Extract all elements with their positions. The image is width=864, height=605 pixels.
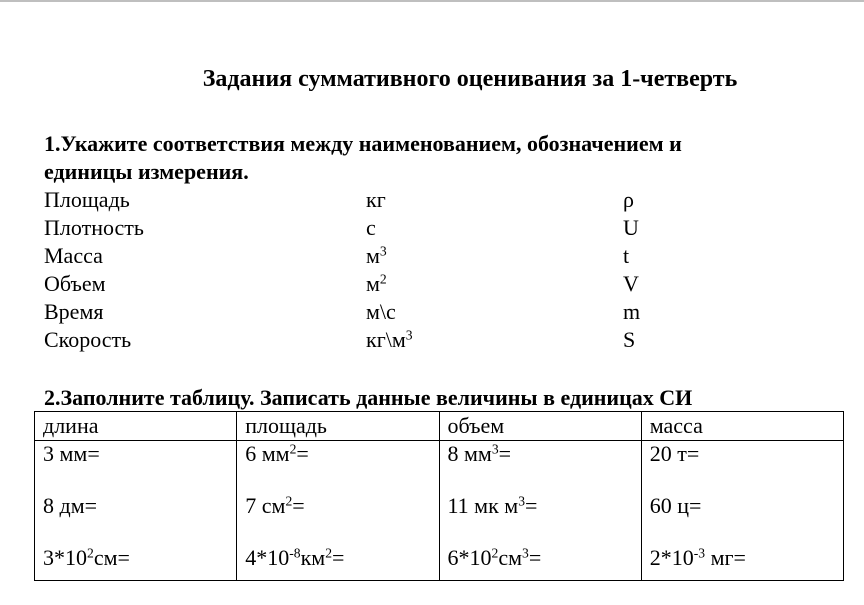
unit-text: с	[366, 215, 376, 240]
item-exponent: -3	[693, 545, 706, 561]
conversion-item	[245, 493, 438, 545]
item-text: 6 мм	[245, 441, 290, 466]
table-cell-mass	[641, 441, 843, 581]
item-suffix: мг=	[705, 545, 746, 570]
match-row	[0, 326, 864, 354]
column-header-volume: объем	[439, 412, 641, 441]
symbol: S	[623, 327, 636, 352]
table-row	[35, 441, 844, 581]
item-exponent: 2	[87, 545, 94, 561]
conversion-item	[245, 545, 438, 573]
symbol: U	[623, 215, 639, 240]
conversion-item	[650, 493, 843, 545]
task1-heading	[44, 130, 844, 186]
symbol: V	[623, 271, 639, 296]
conversion-item	[43, 493, 236, 545]
conversion-item	[245, 441, 438, 493]
item-text: 3*10	[43, 545, 87, 570]
si-conversion-table	[34, 411, 844, 581]
column-header-mass: масса	[641, 412, 843, 441]
unit-exponent: 3	[405, 327, 413, 343]
item-text: 20 т=	[649, 441, 700, 466]
quantity-name: Плотность	[44, 215, 144, 240]
item-text: 7 см	[245, 493, 286, 518]
quantity-name: Масса	[44, 243, 103, 268]
table-cell-length	[35, 441, 237, 581]
unit	[366, 298, 396, 326]
match-row	[0, 214, 864, 242]
conversion-item	[43, 441, 236, 493]
unit-text: кг\м	[366, 327, 406, 352]
unit	[366, 214, 376, 242]
item-text: 3 мм=	[43, 441, 100, 466]
quantity-name: Площадь	[44, 187, 130, 212]
conversion-item	[448, 493, 641, 545]
match-row	[0, 298, 864, 326]
symbol: ρ	[623, 187, 634, 212]
item-exponent: -8	[289, 545, 301, 561]
unit	[366, 186, 386, 214]
task1-heading-line2: единицы измерения.	[44, 159, 249, 184]
item-unit: см	[498, 545, 522, 570]
item-text: 11 мк м	[447, 493, 519, 518]
unit-text: кг	[366, 187, 386, 212]
page-title: Задания суммативного оценивания за 1-четверть	[202, 66, 738, 92]
task1-heading-line1: 1.Укажите соответствия между наименованием, обозначением и	[44, 131, 682, 156]
item-text: 2*10	[649, 545, 694, 570]
item-suffix: =	[528, 545, 542, 570]
quantity-name: Скорость	[44, 327, 132, 352]
match-row	[0, 186, 864, 214]
table-cell-volume	[439, 441, 641, 581]
task2-heading: 2.Заполните таблицу. Записать данные величины в единицах СИ	[44, 385, 693, 410]
conversion-item	[650, 545, 843, 573]
symbol: m	[623, 299, 641, 324]
item-exponent: 3	[491, 441, 499, 457]
unit	[366, 270, 387, 298]
quantity-name: Время	[44, 299, 104, 324]
item-text: 8 мм	[447, 441, 492, 466]
match-row	[0, 270, 864, 298]
conversion-item	[448, 441, 641, 493]
item-exponent: 3	[518, 493, 526, 509]
unit-text: м\с	[366, 299, 396, 324]
quantity-name: Объем	[44, 271, 106, 296]
item-text: 8 дм=	[43, 493, 98, 518]
conversion-item	[43, 545, 236, 573]
unit-exponent: 2	[379, 271, 387, 287]
conversion-item	[448, 545, 641, 573]
column-header-area: площадь	[237, 412, 439, 441]
item-text: 60 ц=	[649, 493, 702, 518]
item-unit: км	[300, 545, 326, 570]
item-suffix: =	[292, 493, 305, 518]
item-unit-exponent: 3	[522, 545, 529, 561]
item-exponent: 2	[285, 493, 293, 509]
unit	[366, 242, 387, 270]
item-text: 6*10	[447, 545, 492, 570]
item-text: 4*10	[245, 545, 290, 570]
item-suffix: =	[498, 441, 512, 466]
item-suffix: =	[525, 493, 538, 518]
item-exponent: 2	[289, 441, 297, 457]
unit-exponent: 3	[379, 243, 387, 259]
match-row	[0, 242, 864, 270]
item-suffix: =	[332, 545, 345, 570]
item-suffix: =	[296, 441, 309, 466]
column-header-length: длина	[35, 412, 237, 441]
unit-text: м	[366, 243, 380, 268]
item-suffix: см=	[93, 545, 130, 570]
conversion-item	[650, 441, 843, 493]
top-border-line	[0, 0, 864, 2]
table-header-row	[35, 412, 844, 441]
item-unit-exponent: 2	[325, 545, 333, 561]
symbol: t	[623, 243, 630, 268]
table-cell-area	[237, 441, 439, 581]
unit-text: м	[366, 271, 380, 296]
item-exponent: 2	[491, 545, 499, 561]
unit	[366, 326, 413, 354]
